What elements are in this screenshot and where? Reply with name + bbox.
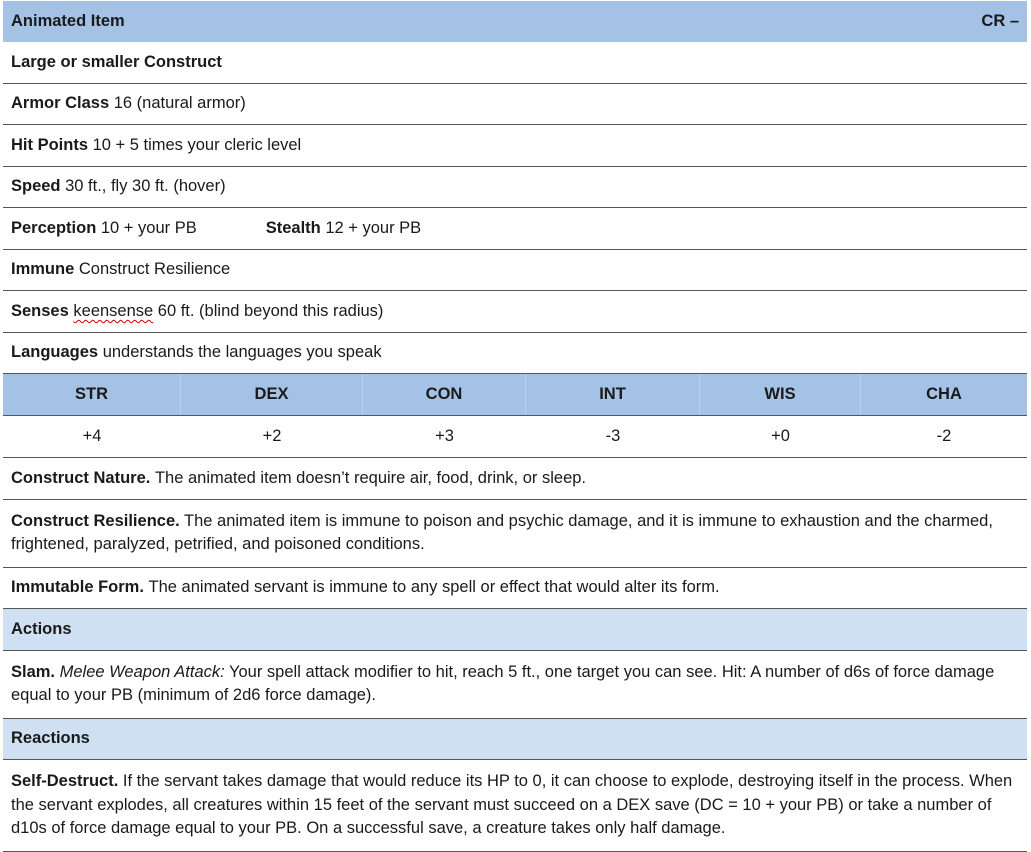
trait-name: Construct Resilience. — [11, 511, 180, 530]
trait-construct-nature — [3, 458, 1027, 500]
ability-header-dex: DEX — [181, 374, 363, 415]
ability-value-int: -3 — [605, 426, 621, 445]
hit-points-label: Hit Points — [11, 135, 88, 154]
trait-name: Immutable Form. — [11, 578, 144, 597]
creature-name: Animated Item — [11, 12, 125, 30]
reaction-self-destruct — [3, 760, 1027, 852]
ability-header-str: STR — [3, 374, 181, 415]
hit-points-row — [3, 125, 1027, 167]
reaction-text: If the servant takes damage that would reduce its HP to 0, it can choose to explode, destroying itself in the process. When the servant explodes, all creatures within 15 feet of the servant must succeed on a DEX save (DC = 10 + your PB) or take a number of d10s of force damage equal to your PB. On a successful save, a creature takes only half damage. — [11, 772, 1017, 837]
stealth-label: Stealth — [265, 218, 321, 237]
ability-value-cha: -2 — [936, 426, 952, 445]
ability-value-wis: +0 — [771, 426, 790, 445]
ability-value-dex: +2 — [262, 426, 282, 445]
action-slam — [3, 651, 1027, 719]
languages-value: understands the languages you speak — [98, 343, 382, 362]
action-text: Your spell attack modifier to hit, reach 5 ft., one target you can see. Hit: A number of d6s of force damage equal to your PB (minimum of 2d6 force damage). — [11, 662, 999, 704]
hit-points-value: 10 + 5 times your cleric level — [88, 135, 302, 154]
trait-construct-resilience — [3, 500, 1027, 568]
trait-name: Construct Nature. — [11, 468, 151, 487]
ability-values-row — [3, 416, 1027, 459]
type-line: Large or smaller Construct — [3, 42, 1027, 84]
immune-row — [3, 250, 1027, 292]
trait-text: The animated item is immune to poison and psychic damage, and it is immune to exhaustion and the charmed, frightened, paralyzed, petrified, and poisoned conditions. — [11, 511, 998, 553]
ability-header-wis: WIS — [700, 374, 861, 415]
ability-value-con: +3 — [435, 426, 454, 445]
reaction-name: Self-Destruct. — [11, 772, 119, 790]
stealth-value: 12 + your PB — [320, 218, 422, 237]
armor-class-label: Armor Class — [11, 94, 110, 113]
perception-label: Perception — [11, 218, 97, 237]
action-attack-type: Melee Weapon Attack: — [59, 662, 225, 681]
reactions-section-title: Reactions — [3, 719, 1027, 761]
ability-header-cha: CHA — [926, 384, 962, 403]
speed-value: 30 ft., fly 30 ft. (hover) — [60, 177, 226, 196]
senses-label: Senses — [11, 301, 69, 320]
armor-class-row — [3, 84, 1027, 126]
trait-immutable-form — [3, 568, 1027, 610]
challenge-rating: CR – — [981, 12, 1019, 30]
actions-section-title: Actions — [3, 609, 1027, 651]
ability-header-row — [3, 374, 1027, 416]
ability-value-str: +4 — [82, 426, 102, 445]
armor-class-value: 16 (natural armor) — [109, 94, 246, 113]
speed-label: Speed — [11, 177, 61, 196]
skills-row — [3, 208, 1027, 250]
stat-block-header — [3, 1, 1027, 42]
action-name: Slam. — [11, 662, 56, 681]
senses-value: 60 ft. (blind beyond this radius) — [153, 301, 384, 320]
trait-text: The animated item doesn’t require air, food, drink, or sleep. — [150, 468, 587, 487]
ability-header-con: CON — [363, 374, 526, 415]
languages-row — [3, 333, 1027, 375]
senses-row — [3, 291, 1027, 333]
perception-value: 10 + your PB — [96, 218, 197, 237]
trait-text: The animated servant is immune to any spell or effect that would alter its form. — [143, 578, 720, 597]
stat-block — [3, 1, 1027, 852]
languages-label: Languages — [11, 343, 99, 362]
senses-keyword: keensense — [73, 301, 154, 320]
immune-value: Construct Resilience — [74, 260, 231, 279]
ability-header-int: INT — [526, 374, 700, 415]
speed-row — [3, 167, 1027, 209]
immune-label: Immune — [11, 260, 75, 279]
